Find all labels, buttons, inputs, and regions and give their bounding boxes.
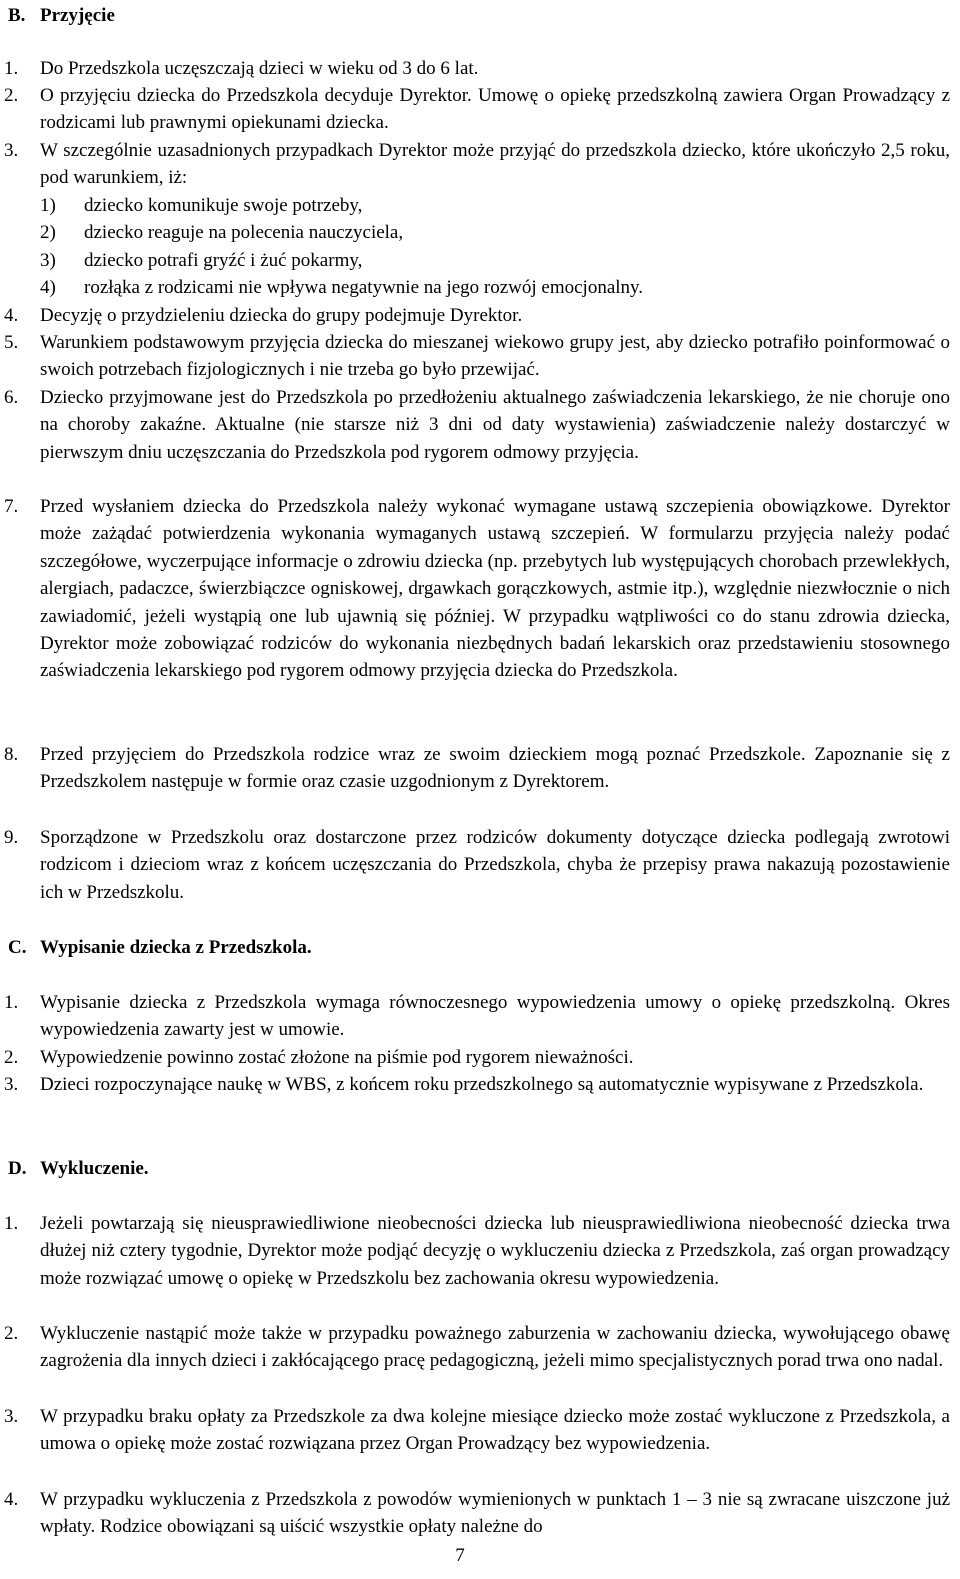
item-text: O przyjęciu dziecka do Przedszkola decyduje Dyrektor. Umowę o opiekę przedszkolną zawiera Organ Prowadzący z rodzicami lub prawnymi opiekunami dziecka. xyxy=(40,85,950,134)
item-text: W przypadku braku opłaty za Przedszkole za dwa kolejne miesiące dziecko może zostać wykluczone z Przedszkola, a umowa o opiekę może zostać rozwiązana przez Organ Prowadzący bez wypowiedzenia. xyxy=(40,1406,950,1455)
item-number: 4. xyxy=(4,1489,19,1510)
item-number: 1. xyxy=(4,1213,19,1234)
item-number: 9. xyxy=(4,827,19,848)
item-text: W przypadku wykluczenia z Przedszkola z powodów wymienionych w punktach 1 – 3 nie są zwracane uiszczone już wpłaty. Rodzice obowiązani są uiścić wszystkie opłaty należne do xyxy=(40,1489,950,1538)
section-letter: B. xyxy=(8,5,26,26)
item-number: 3. xyxy=(4,140,19,161)
item-number: 3. xyxy=(4,1406,19,1427)
list-item xyxy=(0,329,950,384)
sub-item-number: 1) xyxy=(40,194,56,216)
sub-item-number: 2) xyxy=(40,222,56,244)
sub-item-text: dziecko komunikuje swoje potrzeby, xyxy=(84,194,363,216)
item-text: Do Przedszkola uczęszczają dzieci w wieku od 3 do 6 lat. xyxy=(40,58,479,79)
item-text: Dziecko przyjmowane jest do Przedszkola po przedłożeniu aktualnego zaświadczenia lekarskiego, że nie choruje ono na choroby zakaźne. Aktualne (nie starsze niż 3 dni od daty wystawienia) zaświadczenie należy dostarczyć w pierwszym dniu uczęszczania do Przedszkola pod rygorem odmowy przyjęcia. xyxy=(40,387,950,463)
list-item xyxy=(0,741,950,796)
sub-list-item xyxy=(40,247,950,274)
item-number: 1. xyxy=(4,992,19,1013)
item-text: W szczególnie uzasadnionych przypadkach Dyrektor może przyjąć do przedszkola dziecko, które ukończyło 2,5 roku, pod warunkiem, iż: xyxy=(40,140,950,189)
list-item xyxy=(0,824,950,906)
item-text: Wypowiedzenie powinno zostać złożone na piśmie pod rygorem nieważności. xyxy=(40,1047,634,1068)
item-text: Jeżeli powtarzają się nieusprawiedliwione nieobecności dziecka lub nieusprawiedliwiona nieobecność dziecka trwa dłużej niż cztery tygodnie, Dyrektor może podjąć decyzję o wykluczeniu dziecka z Przedszkola, zaś organ prowadzący może rozwiązać umowę o opiekę w Przedszkolu bez zachowania okresu wypowiedzenia. xyxy=(40,1213,950,1289)
page-number: 7 xyxy=(455,1545,465,1566)
section-letter: C. xyxy=(8,937,27,958)
item-text: Sporządzone w Przedszkolu oraz dostarczone przez rodziców dokumenty dotyczące dziecka podlegają zwrotowi rodzicom i dzieciom wraz z końcem uczęszczania do Przedszkola, chyba że przepisy prawa nakazują pozostawienie ich w Przedszkolu. xyxy=(40,827,950,903)
item-text: Wypisanie dziecka z Przedszkola wymaga równoczesnego wypowiedzenia umowy o opiekę przedszkolną. Okres wypowiedzenia zawarty jest w umowie. xyxy=(40,992,950,1041)
sub-list-item xyxy=(40,192,950,219)
item-number: 6. xyxy=(4,387,19,408)
sub-item-text: rozłąka z rodzicami nie wpływa negatywnie na jego rozwój emocjonalny. xyxy=(84,277,644,299)
item-text: Wykluczenie nastąpić może także w przypadku poważnego zaburzenia w zachowaniu dziecka, wywołującego obawę zagrożenia dla innych dzieci i zakłócającego pracę pedagogiczną, jeżeli mimo specjalistycznych porad trwa ono nadal. xyxy=(40,1323,950,1372)
item-number: 2. xyxy=(4,85,19,106)
item-text: Przed wysłaniem dziecka do Przedszkola należy wykonać wymagane ustawą szczepienia obowiązkowe. Dyrektor może zażądać potwierdzenia wykonania wymaganych ustawą szczepień. W formularzu przyjęcia należy podać szczegółowe, wyczerpujące informacje o zdrowiu dziecka (np. przebytych lub występujących chorobach przewlekłych, alergiach, padaczce, świerzbiączce ogniskowej, drgawkach gorączkowych, astmie itp.), względnie niezwłocznie o nich zawiadomić, jeżeli wystąpią one lub ujawnią się później. W przypadku wątpliwości co do stanu zdrowia dziecka, Dyrektor może zobowiązać rodziców do wykonania niezbędnych badań lekarskich oraz przedstawieniu stosownego zaświadczenia lekarskiego pod rygorem odmowy przyjęcia dziecka do Przedszkola. xyxy=(40,496,950,682)
item-text: Przed przyjęciem do Przedszkola rodzice wraz ze swoim dzieckiem mogą poznać Przedszkole. Zapoznanie się z Przedszkolem następuje w formie oraz czasie uzgodnionym z Dyrektorem. xyxy=(40,744,950,793)
item-number: 3. xyxy=(4,1074,19,1095)
sub-list-item xyxy=(40,219,950,246)
item-number: 8. xyxy=(4,744,19,765)
list-item xyxy=(0,1071,950,1098)
section-title: Wykluczenie. xyxy=(40,1158,149,1179)
list-item xyxy=(0,302,950,329)
item-number: 1. xyxy=(4,58,19,79)
section-letter: D. xyxy=(8,1158,27,1179)
list-item xyxy=(0,55,950,82)
list-item xyxy=(0,82,950,137)
section-title: Wypisanie dziecka z Przedszkola. xyxy=(40,937,312,958)
list-item xyxy=(0,1320,950,1375)
list-item xyxy=(0,989,950,1044)
item-text: Decyzję o przydzieleniu dziecka do grupy podejmuje Dyrektor. xyxy=(40,305,523,326)
item-text: Warunkiem podstawowym przyjęcia dziecka do mieszanej wiekowo grupy jest, aby dziecko potrafiło poinformować o swoich potrzebach fizjologicznych i nie trzeba go było przewijać. xyxy=(40,332,950,381)
sub-item-number: 3) xyxy=(40,249,56,271)
sub-item-text: dziecko reaguje na polecenia nauczyciela, xyxy=(84,222,404,244)
list-item xyxy=(0,1403,950,1458)
section-title: Przyjęcie xyxy=(40,5,115,26)
sub-item-number: 4) xyxy=(40,277,56,299)
list-item xyxy=(0,493,950,685)
item-number: 7. xyxy=(4,496,19,517)
list-item xyxy=(0,1210,950,1292)
sub-item-text: dziecko potrafi gryźć i żuć pokarmy, xyxy=(84,249,363,271)
item-number: 5. xyxy=(4,332,19,353)
item-number: 2. xyxy=(4,1047,19,1068)
item-text: Dzieci rozpoczynające naukę w WBS, z końcem roku przedszkolnego są automatycznie wypisywane z Przedszkola. xyxy=(40,1074,924,1095)
item-number: 2. xyxy=(4,1323,19,1344)
list-item xyxy=(0,1486,950,1541)
list-item xyxy=(0,384,950,466)
item-number: 4. xyxy=(4,305,19,326)
sub-list-item xyxy=(40,274,950,301)
list-item xyxy=(0,137,950,301)
list-item xyxy=(0,1044,950,1071)
